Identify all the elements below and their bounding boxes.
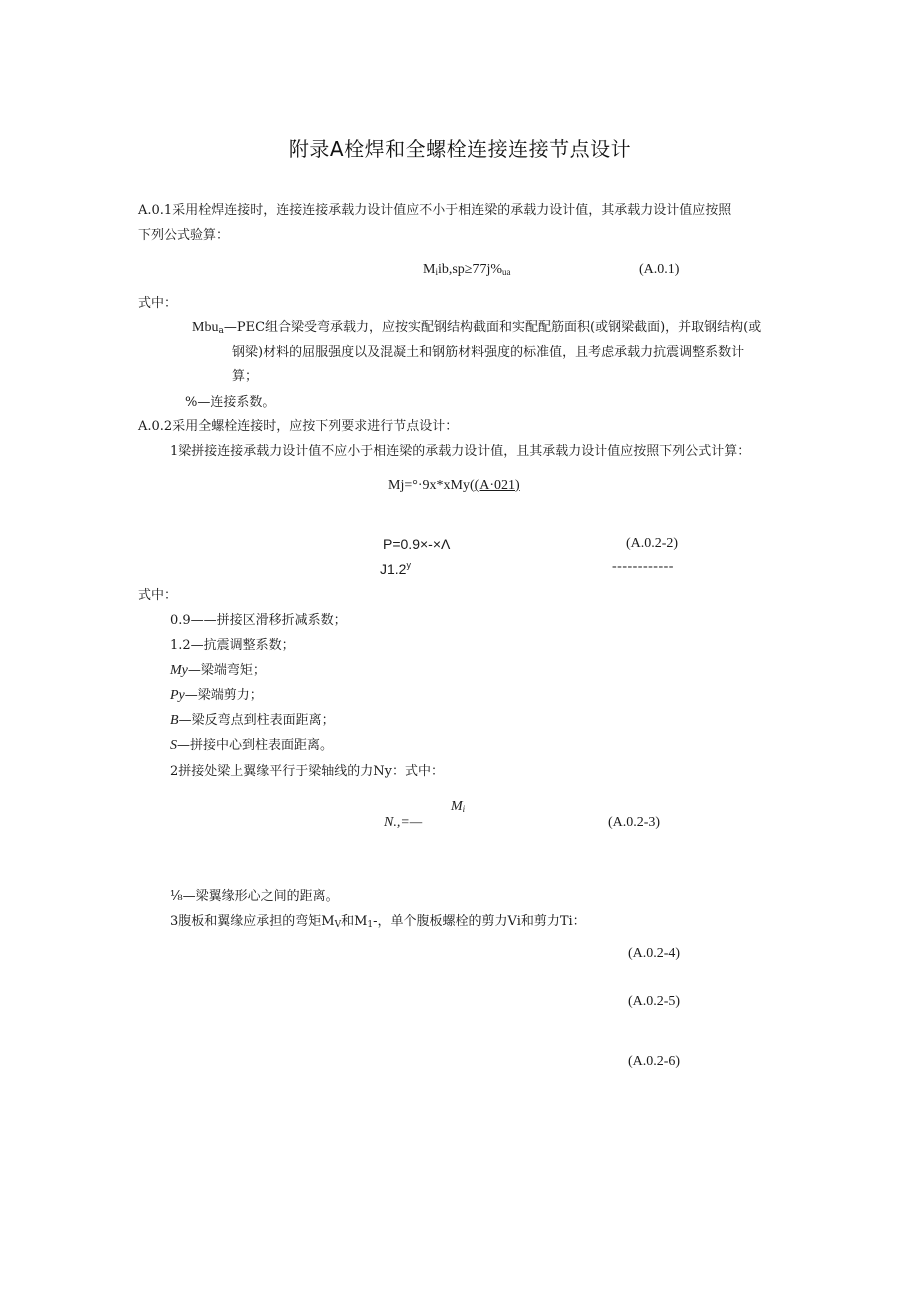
formula-a021-main: Mj=°·9x*xMy( (388, 478, 475, 493)
formula-a01-mid: ib,sp≥77j% (437, 262, 503, 277)
a02-item2: 2拼接处梁上翼缘平行于梁轴线的力Ny：式中： (170, 764, 444, 779)
def-my-symbol: My (170, 663, 188, 678)
a02-item3-mid: 和M (341, 914, 368, 929)
formula-a023 (384, 815, 422, 831)
eq-label-a025: (A.0.2-5) (628, 994, 681, 1009)
where-label-1: 式中： (138, 296, 178, 311)
formula-a022-denominator (380, 560, 411, 577)
def-slip-factor: 0.9——拼接区滑移折减系数； (170, 613, 347, 628)
def-s-symbol: S (170, 738, 177, 753)
a01-line2: 下列公式验算： (138, 228, 230, 243)
a02-item1: 1梁拼接连接承载力设计值不应小于相连梁的承载力设计值，且其承载力设计值应按照下列公式计算： (170, 444, 751, 459)
def-seismic-factor: 1.2—抗震调整系数； (170, 638, 295, 653)
def-s (170, 736, 333, 756)
def-s-text: —拼接中心到柱表面距离。 (177, 738, 334, 753)
formula-a01-sub1: i (435, 267, 438, 277)
def-mbu-line2: 钢梁)材料的屈服强度以及混凝土和钢筋材料强度的标准值，且考虑承载力抗震调整系数计 (232, 345, 745, 360)
def-mbu-symbol-sub: a (218, 326, 224, 336)
a02-item3-start: 3腹板和翼缘应承担的弯矩M (170, 914, 335, 929)
def-mbu-symbol: Mbu (192, 320, 219, 335)
formula-a023-numerator-sub: i (462, 804, 466, 814)
eq-label-a026: (A.0.2-6) (628, 1054, 681, 1069)
def-mbu-text1: —PEC组合梁受弯承载力，应按实配钢结构截面和实配配筋面积(或钢梁截面)，并取钢结构(或 (223, 320, 762, 335)
def-my-text: —梁端弯矩； (187, 663, 266, 678)
formula-a01 (423, 262, 511, 278)
def-b (170, 711, 335, 731)
formula-a01-sub2: ua (502, 267, 511, 277)
def-h: ⅛—梁翼缘形心之间的距离。 (170, 889, 339, 904)
def-mbu-line3: 算； (232, 369, 259, 384)
formula-a022: P=0.9×-×Λ (383, 536, 451, 552)
a02-item3-sub2: 1 (367, 920, 374, 930)
def-mbu-line1 (192, 318, 761, 341)
a02-item3 (170, 912, 586, 935)
page-title: 附录A栓焊和全螺栓连接连接节点设计 (288, 137, 632, 161)
formula-a021 (388, 478, 520, 494)
formula-a023-main: N.,=— (384, 815, 423, 830)
a02-item3-sub1: V (334, 920, 342, 930)
formula-a01-main: M (423, 262, 436, 277)
a02-item3-end: -，单个腹板螺栓的剪力Vi和剪力Ti： (373, 914, 586, 929)
def-py-symbol: Py (170, 688, 185, 703)
def-py (170, 686, 263, 706)
where-label-2: 式中： (138, 588, 178, 603)
formula-a022-denominator-sup: y (406, 560, 411, 570)
a02-line1: A.0.2采用全螺栓连接时，应按下列要求进行节点设计： (138, 419, 459, 434)
eq-label-a024: (A.0.2-4) (628, 946, 681, 961)
def-py-text: —梁端剪力； (184, 688, 263, 703)
eq-label-a023: (A.0.2-3) (608, 815, 661, 830)
def-b-text: —梁反弯点到柱表面距离； (178, 713, 335, 728)
formula-a021-label: (A·021) (474, 478, 520, 493)
eq-label-a022: (A.0.2-2) (626, 536, 679, 551)
def-b-symbol: B (170, 713, 179, 728)
a01-line1: A.0.1采用栓焊连接时，连接连接承载力设计值应不小于相连梁的承载力设计值，其承载力设计值应按照 (138, 203, 732, 218)
def-my (170, 661, 266, 681)
eq-label-a01: (A.0.1) (639, 262, 680, 277)
formula-a023-numerator-main: M (451, 799, 463, 814)
def-pct: %—连接系数。 (185, 395, 276, 410)
dash-line: ------------ (612, 559, 674, 574)
formula-a022-denominator-main: J1.2 (380, 561, 407, 577)
formula-a023-numerator (451, 799, 465, 815)
